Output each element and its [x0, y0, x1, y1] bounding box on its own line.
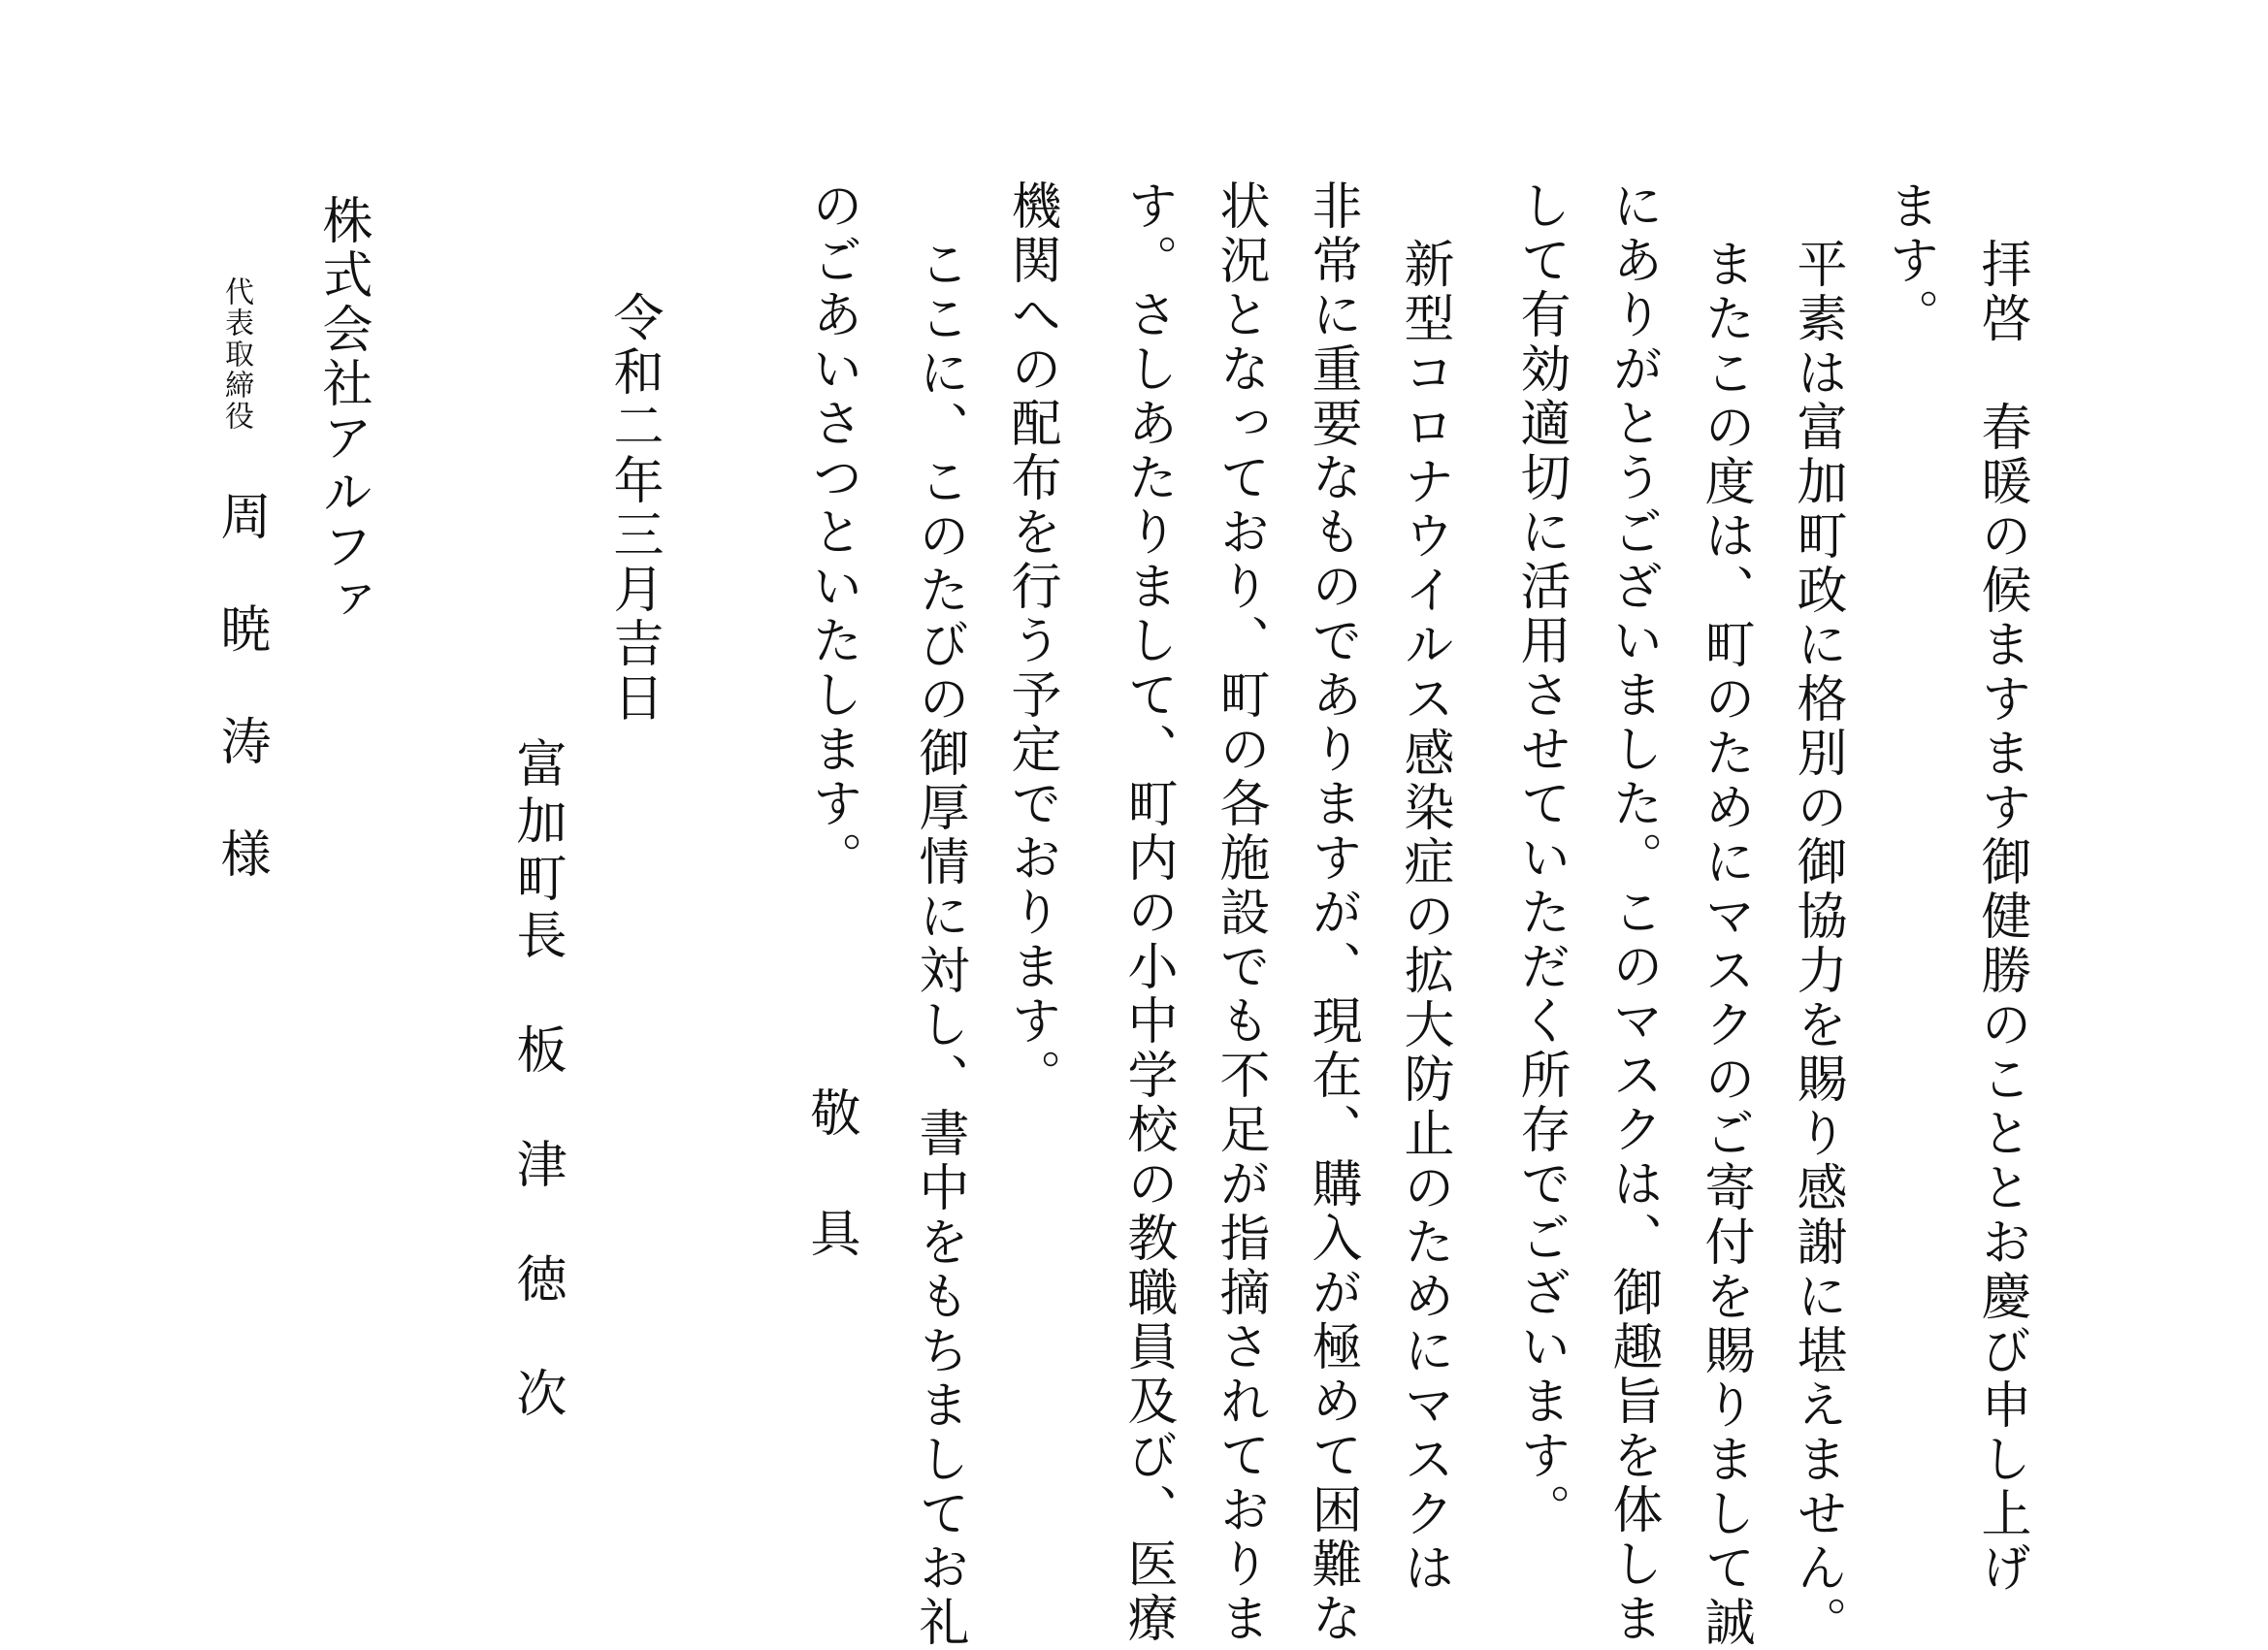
- recipient-name: 周 暁 涛 様: [211, 490, 270, 884]
- letter-line-13: のごあいさつといたします。: [803, 179, 861, 886]
- letter-line-3: 平素は富加町政に格別の御協力を賜り感謝に堪えません。: [1788, 238, 1846, 1650]
- letter-line-4: またこの度は、町のためにマスクのご寄付を賜りまして誠: [1696, 238, 1754, 1650]
- letter-line-7: 新型コロナウイルス感染症の拡大防止のためにマスクは: [1395, 238, 1453, 1596]
- letter-line-11: 機関への配布を行う予定でおります。: [1002, 179, 1060, 1103]
- recipient-company: 株式会社アルファ: [313, 194, 372, 629]
- closing-keigu: 敬 具: [801, 1086, 859, 1267]
- letter-line-12: ここに、このたびの御厚情に対し、書中をもちましてお礼: [910, 238, 968, 1650]
- letter-date: 令和二年三月吉日: [604, 291, 663, 726]
- letter-line-10: す。さしあたりまして、町内の小中学校の教職員及び、医療: [1118, 179, 1177, 1646]
- letter-line-1: 拝啓 春暖の候ますます御健勝のこととお慶び申し上げ: [1972, 238, 2030, 1596]
- letter-line-8: 非常に重要なものでありますが、現在、購入が極めて困難な: [1303, 179, 1361, 1646]
- letter-line-6: して有効適切に活用させていただく所存でございます。: [1511, 179, 1570, 1537]
- recipient-title: 代表取締役: [219, 276, 253, 432]
- letter-line-2: ます。: [1880, 179, 1938, 342]
- letter-line-5: にありがとうございました。このマスクは、御趣旨を体しま: [1604, 179, 1662, 1646]
- sender-signature: 富加町長 板 津 徳 次: [507, 737, 566, 1424]
- letter-line-9: 状況となっており、町の各施設でも不足が指摘されておりま: [1211, 179, 1269, 1646]
